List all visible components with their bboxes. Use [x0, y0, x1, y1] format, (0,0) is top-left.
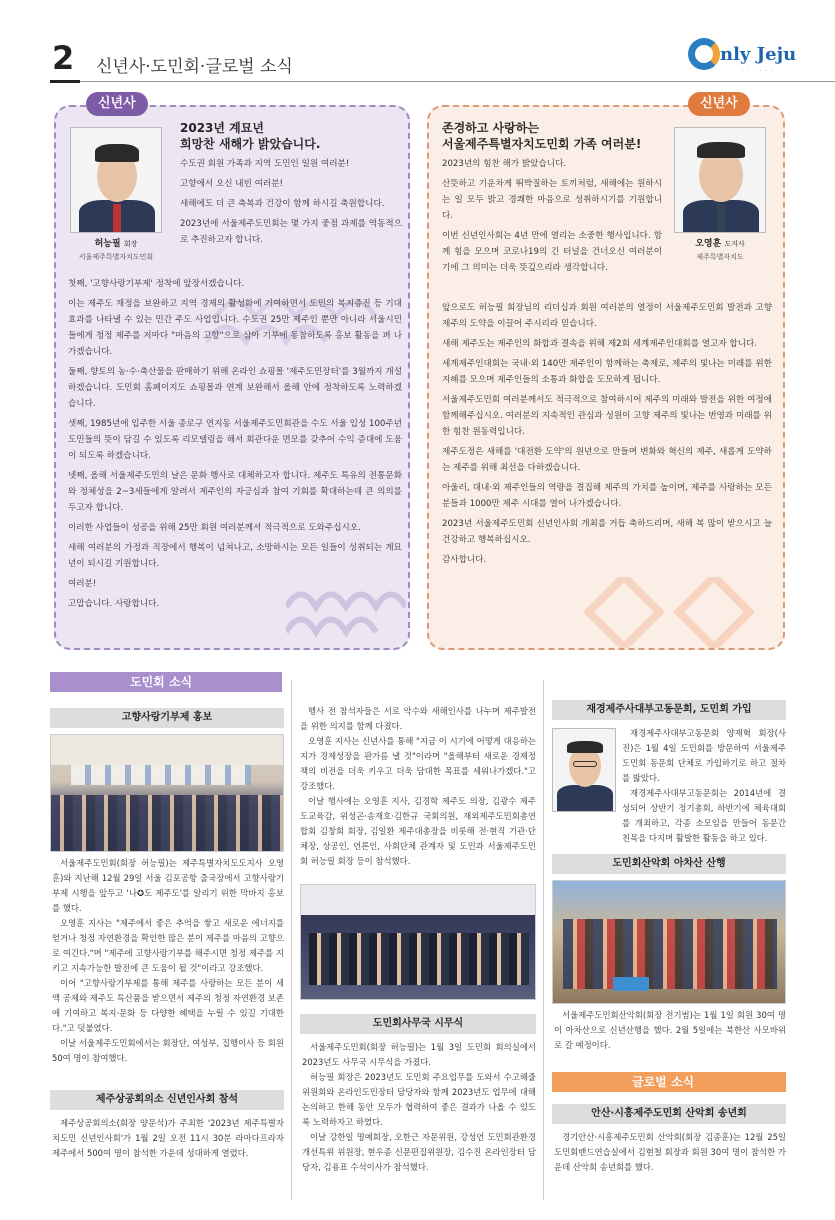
news-paragraph: 서울제주도민회산악회(회장 전기범)는 1월 1일 회원 30여 명이 아차산으로 신년산행을 했다. 2월 5일에는 북한산 사모바위로 갈 예정이다.: [554, 1010, 786, 1050]
page-header: [0, 0, 835, 82]
knot-pattern-icon: [579, 577, 779, 650]
portrait-yang: [552, 728, 616, 812]
paragraph: 2023년에 서울제주도민회는 몇 가지 중점 과제를 역동적으로 추진하고자 합니다.: [180, 219, 402, 245]
page-number: 2: [52, 39, 75, 77]
right-body: [442, 300, 772, 572]
news-paragraph: 재경제주사대부고동문회는 2014년에 결성되어 상반기 정기총회, 하반기에 체육대회를 개최하고, 각종 소모임을 만들어 동문간 친목을 다지며 활발한 활동을 하고 있다.: [622, 788, 786, 843]
news-paragraph: 서울제주도민회(회장 허능필)는 제주특별자치도도지사 오영훈)와 지난해 12월 29일 서울 김포공항 출국장에서 고향사랑기부제 시행을 앞두고 '나✪도 제주도'를 알리기 위한 막바지 홍보를 했다.: [52, 858, 284, 913]
paragraph: 수도권 회원 가족과 지역 도민인 일원 여러분!: [180, 159, 350, 169]
section-title: 신년사·도민회·글로벌 소식: [96, 57, 293, 77]
paragraph: 고향에서 오신 내빈 여러분!: [180, 179, 283, 189]
page-number-rule: [50, 80, 80, 83]
paragraph: 새해에도 더 큰 축복과 건강이 함께 하시길 축원합니다.: [180, 199, 385, 209]
paragraph: 감사합니다.: [442, 555, 487, 565]
right-intro: [442, 156, 662, 280]
left-heading: 2023년 계묘년 희망찬 새해가 밝았습니다.: [180, 121, 321, 151]
news-paragraph: 이날 행사에는 오영훈 지사, 김경학 제주도 의장, 김광수 제주도교육감, 위성곤·송재호·김한규 국회의원, 재외제주도민회총연합회 김창회 회장, 김일환 제주대총장을 비롯해 전·현직 기관·단체장, 상공인, 언론인, 사회단체 관계자 및 도민과 서울제주도민회 허능필 회장 등이 참석했다.: [300, 796, 536, 866]
article-simusik-text: [302, 1040, 536, 1175]
left-person-name: 허능필 회장: [94, 239, 138, 249]
article-title-sadaebu: 재경제주사대부고동문회, 도민회 가입: [552, 700, 786, 720]
right-person-name: 오영훈 도지사: [695, 239, 745, 249]
news-paragraph: 제주상공회의소(회장 양문석)가 주최한 '2023년 제주특별자치도민 신년인사회'가 1월 2일 오전 11시 30분 라마다프라자 제주에서 500여 명이 참석한 가운데 성대하게 열렸다.: [52, 1118, 284, 1158]
header-rule: [50, 81, 835, 82]
paragraph: 첫째, '고향사랑기부제' 정착에 앞장서겠습니다.: [68, 279, 245, 289]
paragraph: 서울제주도민회 여러분께서도 적극적으로 참여하시어 제주의 미래와 발전을 위한 여정에 함께해주십시오. 여러분의 지속적인 관심과 성원이 고향 제주의 빛나는 번영과 미래를 위한 힘찬 원동력입니다.: [442, 395, 772, 437]
news-paragraph: 오영훈 지사는 신년사를 통해 "지금 이 시기에 어떻게 대응하는 지가 경제성장을 판가름 낼 것"이라며 "올해부터 새로운 경제정책의 비전을 더욱 키우고 더욱 담대한 목표를 세워나가겠다."고 강조했다.: [300, 736, 536, 791]
left-intro: [180, 156, 402, 252]
news-paragraph: 재경제주사대부고동문회 양재혁 회장(사진)은 1월 4일 도민회를 방문하여 서울제주도민회 동문회 단체로 가입하기로 하고 절차를 밟았다.: [622, 728, 786, 783]
article-sanggong-continued: [300, 704, 536, 869]
news-paragraph: 경기안산·시흥제주도민회 산악회(회장 김종훈)는 12월 25일 도민회밴드연습실에서 김현철 회장과 회원 30여 명이 참석한 가운데 산악회 송년회를 했다.: [554, 1132, 786, 1172]
article-sadaebu-text: [622, 726, 786, 846]
news-paragraph: 오영훈 지사는 "제주에서 좋은 추억을 쌓고 새로운 에너지를 얻거나 청정 자연환경을 확인한 많은 분이 제주를 마음의 고향으로 여긴다."며 "제주에 고향사랑기부를 해주시면 청정 제주를 지키고 지속가능한 발전에 큰 도움이 될 것"이라고 강조했다.: [52, 918, 284, 973]
article-title-sanggong: 제주상공회의소 신년인사회 참석: [50, 1090, 284, 1110]
left-body: [68, 276, 402, 616]
right-person-org: 제주특별자치도: [696, 253, 744, 261]
paragraph: 이는 제주도 재정을 보완하고 지역 경제의 활성화에 기여하면서 도민의 복지증진 등 기대 효과를 나타낼 수 있는 민간 주도 사업입니다. 수도권 25만 제주인 뿐만 아니라 서울시민들에게 청정 제주를 저마다 "마음의 고향"으로 삼아 기부에 동참하도록 홍보 활동을 펴 나가겠습니다.: [68, 299, 402, 357]
paragraph: 세계제주인대회는 국내·외 140만 제주인이 함께하는 축제로, 제주의 빛나는 미래를 위한 지혜를 모으며 제주인들의 소통과 화합을 도모하게 됩니다.: [442, 359, 772, 385]
article-ansan-text: [554, 1130, 786, 1175]
paragraph: 셋째, 1985년에 입주한 서울 종로구 연지동 서울제주도민회관을 수도 서울 입성 100주년 도민들의 뜻이 담길 수 있도록 리모델링을 해서 회관다운 면모를 갖추어 수익 증대에 도움이 되도록 하겠습니다.: [68, 419, 402, 461]
domin-news-bar: 도민회 소식: [50, 672, 282, 692]
paragraph: 새해 여러분의 가정과 직장에서 행복이 넘쳐나고, 소망하시는 모든 일들이 성취되는 계묘년이 되시길 기원합니다.: [68, 543, 402, 569]
left-person-org: 서울제주특별자치도민회: [78, 253, 154, 261]
article-title-gohyang: 고향사랑기부제 홍보: [50, 708, 284, 728]
paragraph: 산뜻하고 기운차게 뛰박질하는 토끼처럼, 새해에는 원하시는 일 모두 밝고 경쾌한 마음으로 성취하시기를 기원합니다.: [442, 179, 662, 221]
right-portrait: [674, 127, 766, 233]
paragraph: 아울러, 대내·외 제주인들의 역량을 결집해 제주의 가치를 높이며, 제주를 사랑하는 모든 분들과 1000만 제주 시대를 열어 나가겠습니다.: [442, 483, 772, 509]
paragraph: 고맙습니다. 사랑합니다.: [68, 599, 160, 609]
logo-ring-icon: [688, 38, 720, 70]
photo-airport-campaign: [50, 734, 284, 852]
news-paragraph: 허능필 회장은 2023년도 도민회 주요업무를 도와서 수고해줄 위원회와 온라인도민장터 담당자와 함께 2023년도 업무에 대해 논의하고 한해 동안 모두가 협력하여 좋은 결과가 나올 수 있도록 노력하자고 하였다.: [302, 1072, 536, 1127]
photo-new-year-event: [300, 884, 536, 1000]
news-paragraph: 행사 전 참석자들은 서로 악수와 새해인사를 나누며 제주발전을 위한 의지를 함께 다졌다.: [300, 706, 536, 731]
paragraph: 넷째, 올해 서울제주도민의 날은 문화 행사로 대체하고자 합니다. 제주도 특유의 전통문화와 정체성을 2~3세들에게 알려서 제주인의 자긍심과 참여 기회를 확대하는데 큰 의의를 두고자 합니다.: [68, 471, 402, 513]
news-paragraph: 이날 서울제주도민회에서는 회장단, 여성부, 집행이사 등 회원 50여 명이 참여했다.: [52, 1038, 284, 1063]
paragraph: 여러분!: [68, 579, 97, 589]
article-gohyang-text: [52, 856, 284, 1066]
paragraph: 앞으로도 허능필 회장님의 리더십과 회원 여러분의 열정이 서울제주도민회 발전과 고향 제주의 도약을 이끌어 주시리라 믿습니다.: [442, 303, 772, 329]
right-badge: 신년사: [688, 92, 750, 116]
global-news-bar: 글로벌 소식: [552, 1072, 786, 1092]
right-heading: 존경하고 사랑하는 서울제주특별자치도민회 가족 여러분!: [442, 121, 642, 151]
only-jeju-logo: nly Jeju · · · · · ·: [688, 38, 793, 78]
photo-achasan-hike: [552, 880, 786, 1004]
paragraph: 이러한 사업들이 성공을 위해 25만 회원 여러분께서 적극적으로 도와주십시오.: [68, 523, 361, 533]
article-title-ansan: 안산·시흥제주도민회 산악회 송년회: [552, 1104, 786, 1124]
article-title-simusik: 도민회사무국 시무식: [300, 1014, 536, 1034]
paragraph: 둘째, 향토의 농·수·축산물을 판매하기 위해 온라인 쇼핑몰 '제주도민장터'를 3월까지 개설하겠습니다. 도민회 홈페이지도 쇼핑몰과 연계 보완해서 올해 안에 정착하도록 노력하겠습니다.: [68, 367, 402, 409]
article-title-achasan: 도민회산악회 아차산 산행: [552, 854, 786, 874]
left-portrait: [70, 127, 162, 233]
paragraph: 이번 신년인사회는 4년 만에 열리는 소중한 행사입니다. 함께 힘을 모으며 코로나19의 긴 터널을 건너오신 여러분이기에 그 의미는 더욱 뜻깊으리라 생각합니다.: [442, 231, 662, 273]
article-sanggong-text: [52, 1116, 284, 1161]
paragraph: 2023년의 힘찬 해가 밝았습니다.: [442, 159, 567, 169]
paragraph: 제주도정은 새해를 '대전환 도약'의 원년으로 만들며 변화와 혁신의 제주, 새롭게 도약하는 제주를 위해 최선을 다하겠습니다.: [442, 447, 772, 473]
news-paragraph: 이날 강한일 명예회장, 오한근 자문위원, 강성언 도민회관환경개선특위 위원장, 현우종 신문편집위원장, 김수진 온라인장터 담당자, 김용표 수석이사가 참석했다.: [302, 1132, 536, 1172]
news-paragraph: 서울제주도민회(회장 허능필)는 1월 3일 도민회 회의실에서 2023년도 사무국 시무식을 가졌다.: [302, 1042, 536, 1067]
news-paragraph: 이어 "고향사랑기부제를 통해 제주를 사랑하는 모든 분이 세액 공제와 제주도 특산품을 받으면서 제주의 청정 자연환경 보존에 기여하고 복지·문화 등 다양한 혜택을 누릴 수 있길 기대한다."고 덧붙였다.: [52, 978, 284, 1033]
article-achasan-text: [554, 1008, 786, 1053]
paragraph: 새해 제주도는 제주인의 화합과 결속을 위해 제2회 세계제주인대회를 열고자 합니다.: [442, 339, 758, 349]
left-badge: 신년사: [86, 92, 148, 116]
paragraph: 2023년 서울제주도민회 신년인사회 개최를 거듭 축하드리며, 새해 복 많이 받으시고 늘 건강하고 행복하십시오.: [442, 519, 772, 545]
